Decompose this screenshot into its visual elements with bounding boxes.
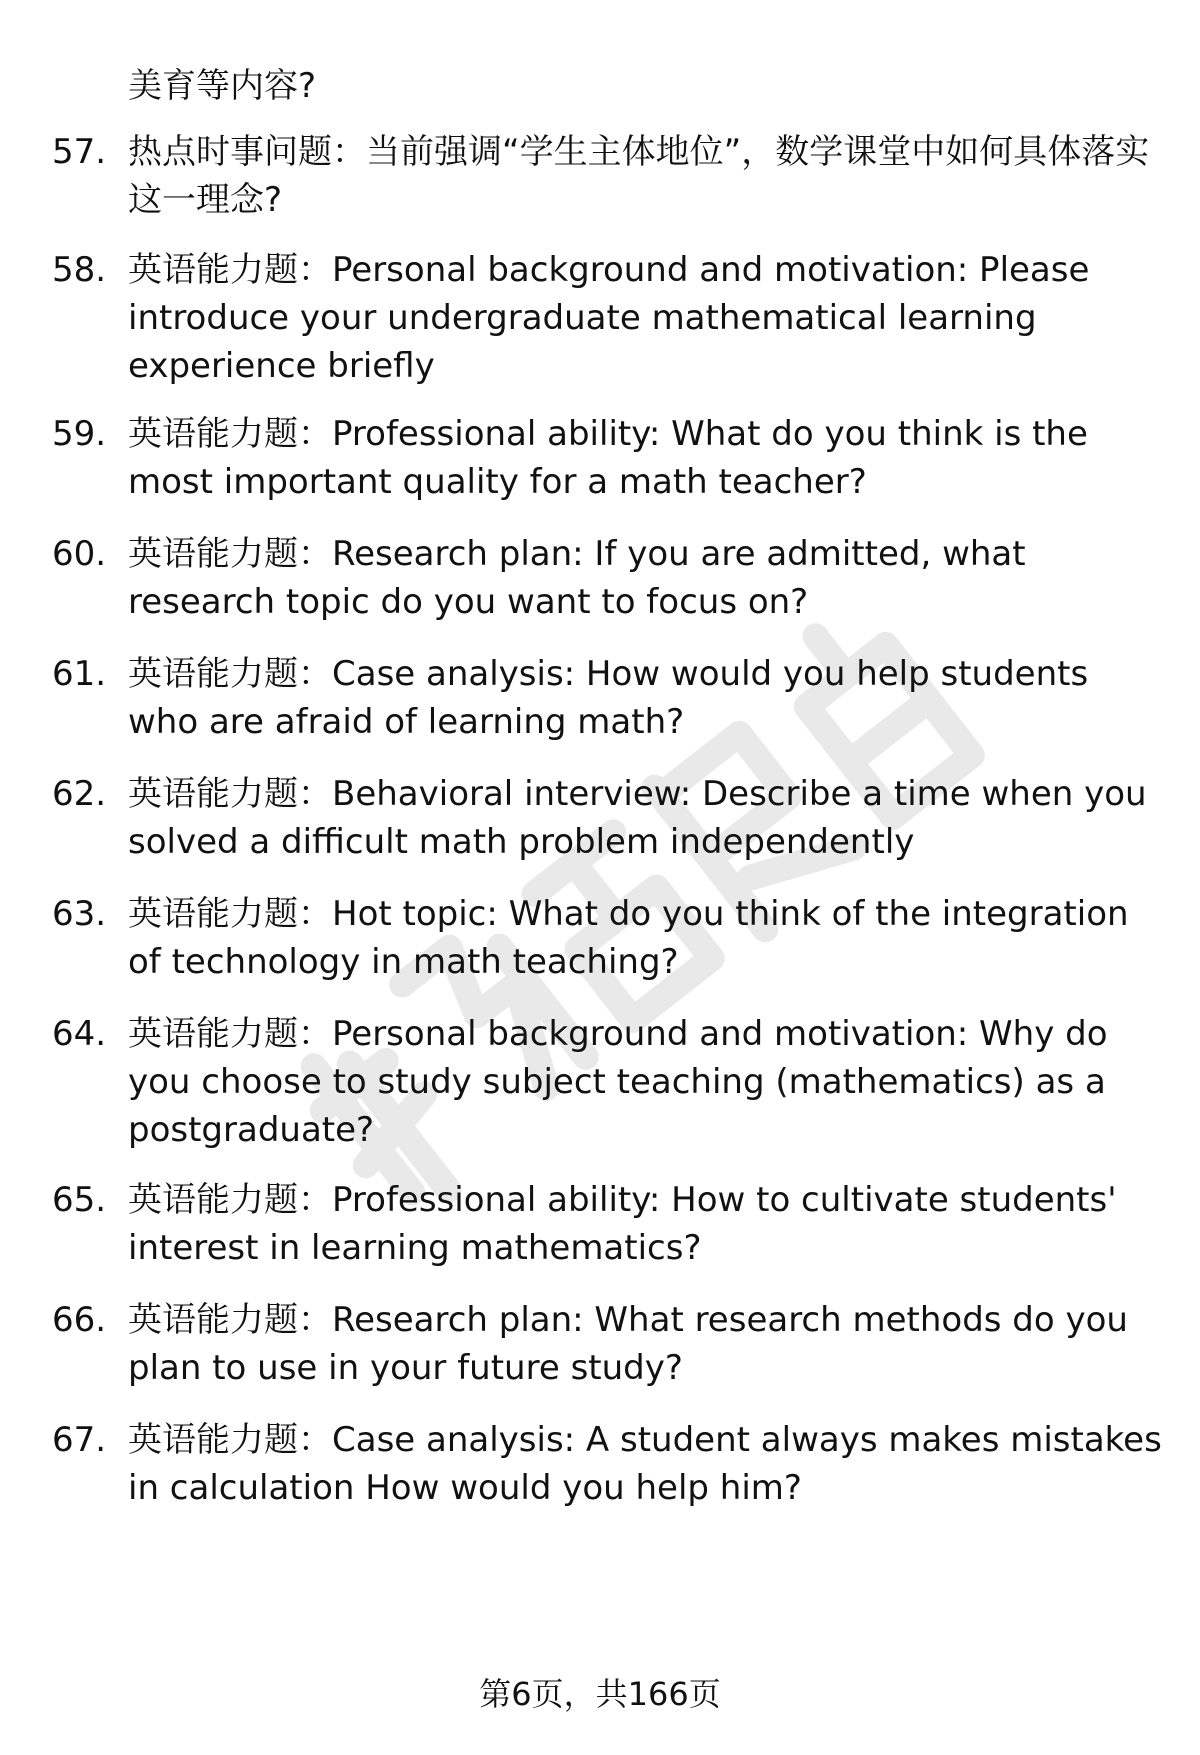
item-text: 英语能力题：Case analysis: How would you help students who are afraid of learning math? bbox=[128, 654, 1089, 742]
item-text: 英语能力题：Case analysis: A student always makes mistakes in calculation How would you help him? bbox=[128, 1420, 1162, 1508]
list-item-61 bbox=[52, 650, 1162, 746]
item-number: 60. bbox=[52, 534, 107, 574]
item-text: 英语能力题：Research plan: If you are admitted, what research topic do you want to focus on? bbox=[128, 534, 1026, 622]
list-item-64 bbox=[52, 1010, 1162, 1154]
item-number: 61. bbox=[52, 654, 107, 694]
item-number: 67. bbox=[52, 1420, 107, 1460]
item-number: 58. bbox=[52, 250, 107, 290]
list-item-65 bbox=[52, 1176, 1162, 1272]
item-number: 57. bbox=[52, 132, 107, 172]
item-text: 英语能力题：Research plan: What research methods do you plan to use in your future study? bbox=[128, 1300, 1128, 1388]
continuation-text: 美育等内容? bbox=[128, 66, 317, 106]
item-text: 英语能力题：Professional ability: How to cultivate students' interest in learning mathematics? bbox=[128, 1180, 1117, 1268]
list-item-57 bbox=[52, 128, 1162, 224]
item-number: 64. bbox=[52, 1014, 107, 1054]
item-text: 英语能力题：Personal background and motivation: Please introduce your undergraduate mathematical learning experience briefly bbox=[128, 250, 1090, 386]
item-text: 英语能力题：Professional ability: What do you think is the most important quality for a math teacher? bbox=[128, 414, 1088, 502]
page-footer: 第6页，共166页 bbox=[479, 1675, 721, 1713]
list-item-66 bbox=[52, 1296, 1162, 1392]
item-number: 63. bbox=[52, 894, 107, 934]
item-text: 英语能力题：Personal background and motivation: Why do you choose to study subject teaching (mathematics) as a postgraduate? bbox=[128, 1014, 1108, 1150]
list-item-67 bbox=[52, 1416, 1162, 1512]
list-item-63 bbox=[52, 890, 1162, 986]
list-item-58 bbox=[52, 246, 1162, 390]
item-number: 66. bbox=[52, 1300, 107, 1340]
list-item-62 bbox=[52, 770, 1162, 866]
list-item-60 bbox=[52, 530, 1162, 626]
item-number: 62. bbox=[52, 774, 107, 814]
item-number: 65. bbox=[52, 1180, 107, 1220]
list-item-59 bbox=[52, 410, 1162, 506]
item-text: 热点时事问题：当前强调“学生主体地位”，数学课堂中如何具体落实这一理念? bbox=[128, 132, 1150, 220]
item-number: 59. bbox=[52, 414, 107, 454]
item-text: 英语能力题：Behavioral interview: Describe a time when you solved a difficult math problem independently bbox=[128, 774, 1147, 862]
item-text: 英语能力题：Hot topic: What do you think of the integration of technology in math teaching? bbox=[128, 894, 1129, 982]
